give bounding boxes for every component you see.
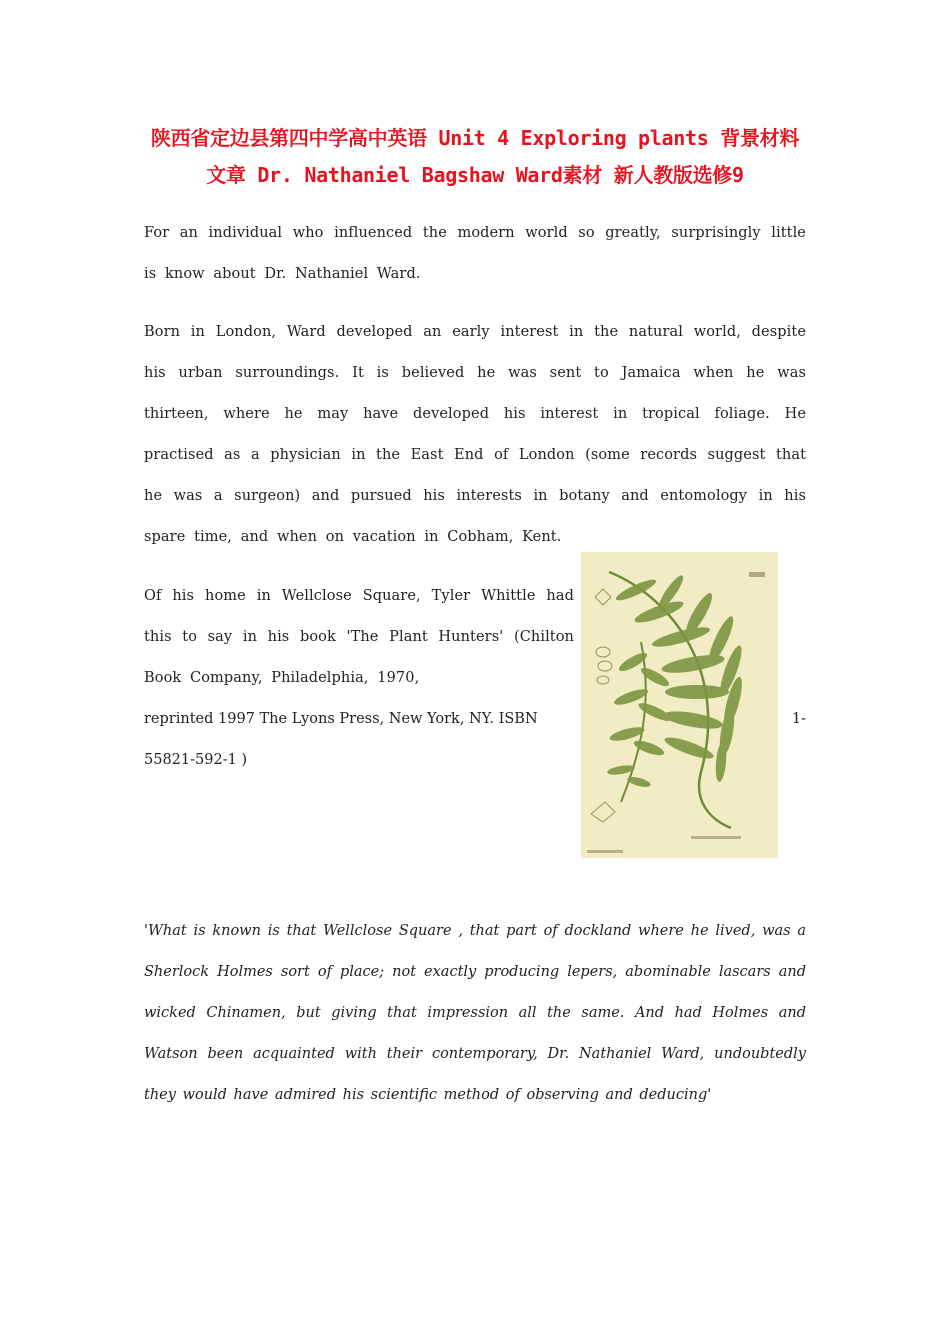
reprint-text: reprinted 1997 The Lyons Press, New York, NY. ISBN xyxy=(144,711,538,727)
isbn-number: 55821-592-1 ) xyxy=(144,752,248,768)
paragraph-biography: Born in London, Ward developed an early interest in the natural world, despite his urban surroundings. It is believed he was sent to Jamaica when he was thirteen, where he may have developed his interest in tropical foliage. He practised as a physician in the East End of London (some records suggest that he was a surgeon) and pursued his interests in botany and entomology in his spare time, and when on vacation in Cobham, Kent. xyxy=(144,324,806,545)
paragraph-intro: For an individual who influenced the modern world so greatly, surprisingly little is know about Dr. Nathaniel Ward. xyxy=(144,225,806,282)
paragraph-wellclose-square: Of his home in Wellclose Square, Tyler Whittle had this to say in his book 'The Plant Hunters' (Chilton Book Company, Philadelphia, 1970, xyxy=(144,588,574,686)
fern-illustration-icon xyxy=(581,552,778,858)
fern-illustration xyxy=(581,552,778,858)
isbn-prefix: 1- xyxy=(791,711,806,727)
document-title: 陕西省定边县第四中学高中英语 Unit 4 Exploring plants 背景材料 文章 Dr. Nathaniel Bagshaw Ward素材 新人教版选修9 xyxy=(150,126,800,187)
quote-paragraph: 'What is known is that Wellclose Square , that part of dockland where he lived, was a Sherlock Holmes sort of place; not exactly producing lepers, abominable lascars and wicked Chinamen, but giving that impression all the same. And had Holmes and Watson been acquainted with their contemporary, Dr. Nathaniel Ward, undoubtedly they would have admired his scientific method of observing and deducing' xyxy=(144,923,806,1103)
